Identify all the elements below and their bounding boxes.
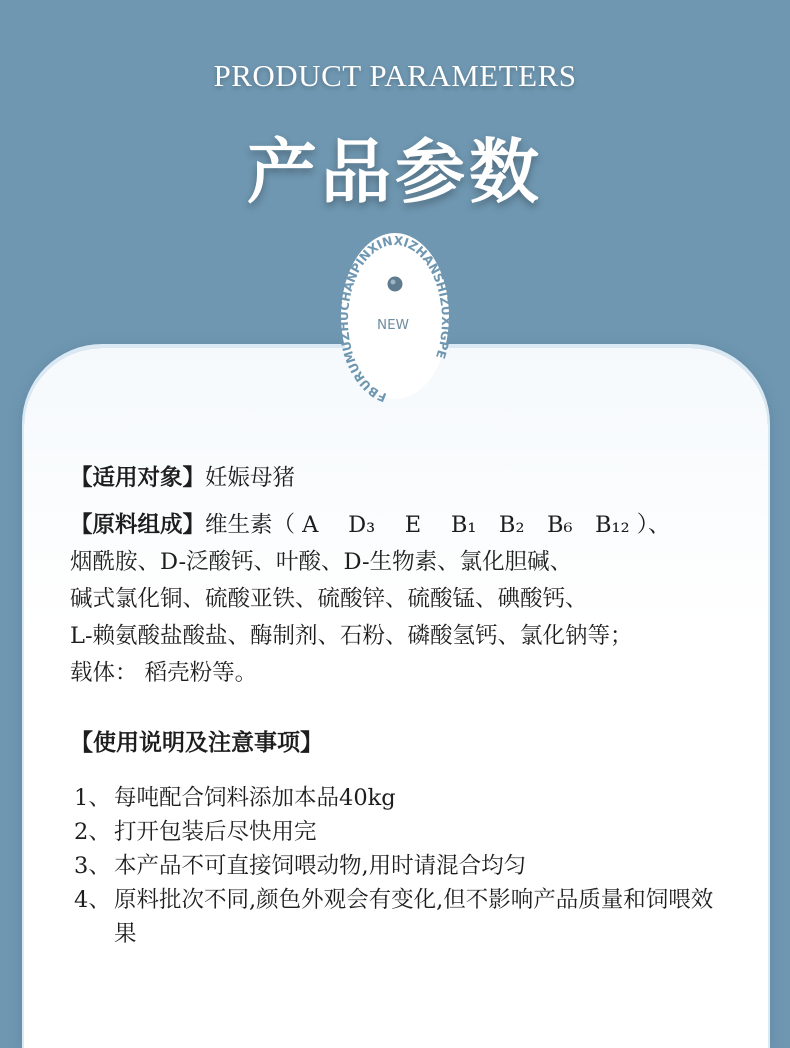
list-number: 3、 (74, 853, 111, 879)
ingredients-line (70, 507, 730, 544)
target-row (70, 460, 730, 497)
usage-title: 【使用说明及注意事项】 (70, 729, 323, 756)
list-number: 1、 (74, 785, 111, 811)
list-number: 4、 (74, 887, 111, 913)
list-item (70, 815, 730, 849)
header-title-cn: 产品参数 (247, 130, 543, 213)
tag-arc-text: FBURUMUZHUCHANPINXINXIZHANSHIZUXIGPE (336, 233, 454, 403)
ingredients-line: 碱式氯化铜、硫酸亚铁、硫酸锌、硫酸锰、碘酸钙、 (70, 586, 588, 612)
tag-label: NEW (377, 317, 409, 333)
usage-list (70, 781, 730, 951)
target-label: 【适用对象】 (70, 465, 206, 491)
list-number: 2、 (74, 819, 111, 845)
new-tag (335, 228, 455, 403)
list-text: 原料批次不同,颜色外观会有变化,但不影响产品质量和饲喂效果 (114, 887, 714, 947)
product-details (70, 460, 730, 951)
list-text: 每吨配合饲料添加本品40kg (114, 785, 396, 811)
header-title-en: PRODUCT PARAMETERS (213, 58, 577, 93)
list-item (70, 849, 730, 883)
target-value: 妊娠母猪 (205, 465, 296, 491)
ingredients-text: 维生素（ A D₃ E B₁ B₂ B₆ B₁₂ ）、 (205, 512, 671, 538)
list-text: 本产品不可直接饲喂动物,用时请混合均匀 (114, 853, 527, 879)
list-item (70, 883, 730, 951)
list-text: 打开包装后尽快用完 (114, 819, 317, 845)
ingredients-block (70, 507, 730, 692)
ingredients-label: 【原料组成】 (70, 512, 206, 538)
ingredients-line: L-赖氨酸盐酸盐、酶制剂、石粉、磷酸氢钙、氯化钠等； (70, 623, 633, 649)
list-item (70, 781, 730, 815)
tag-dot (388, 277, 403, 292)
ingredients-line: 烟酰胺、D-泛酸钙、叶酸、D-生物素、氯化胆碱、 (70, 549, 573, 575)
ingredients-line: 载体： 稻壳粉等。 (70, 660, 258, 686)
